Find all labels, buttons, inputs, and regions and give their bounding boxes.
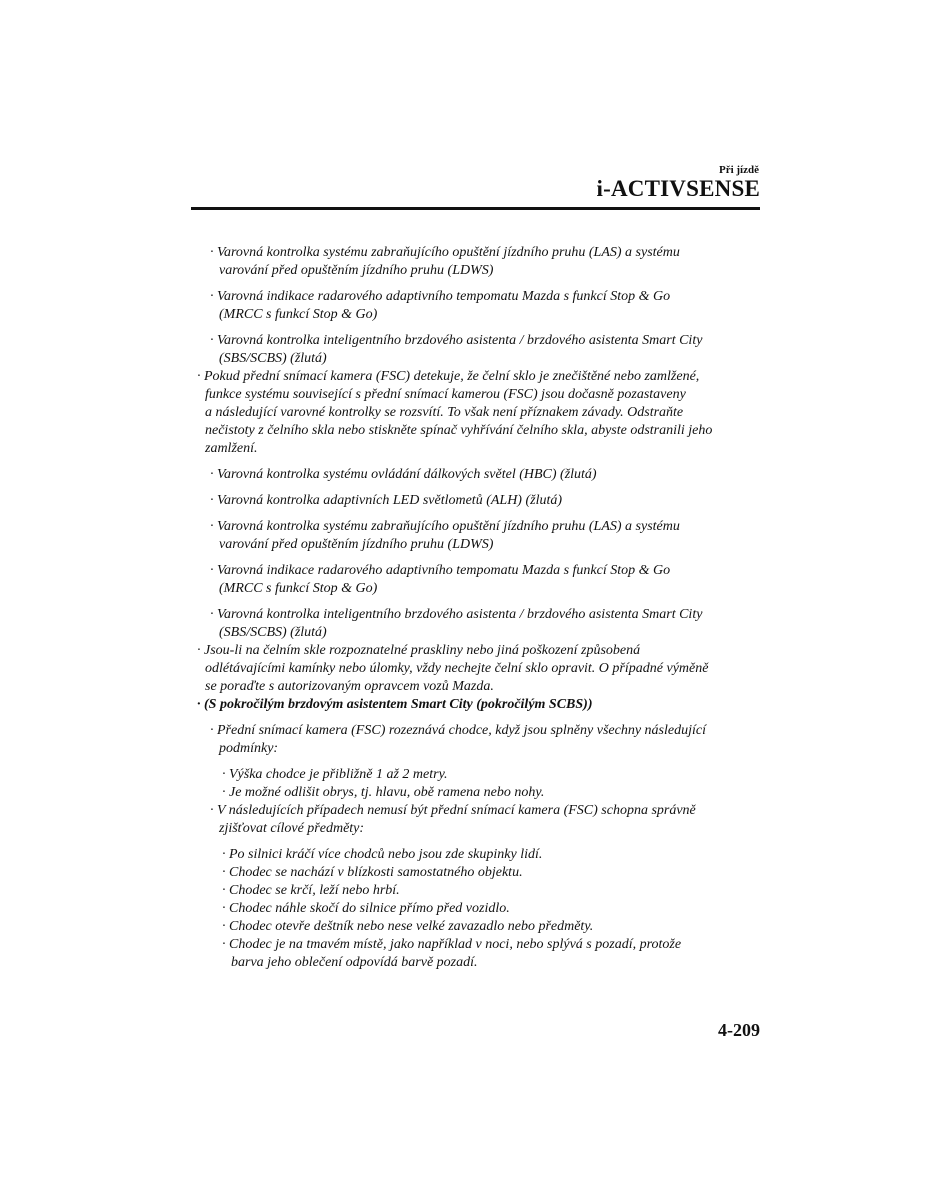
text-line: nečistoty z čelního skla nebo stiskněte spínač vyhřívání čelního skla, abyste odstranili jeho <box>205 423 713 438</box>
sub-bullet-item: · Je možné odlišit obrys, tj. hlavu, obě ramena nebo nohy. <box>222 785 545 800</box>
sub-bullet-item: · Chodec otevře deštník nebo nese velké zavazadlo nebo předměty. <box>222 919 594 934</box>
section-title: Při jízdě <box>718 164 759 176</box>
text-line: varování před opuštěním jízdního pruhu (LDWS) <box>219 537 494 552</box>
bullet-item: · (S pokročilým brzdovým asistentem Smart City (pokročilým SCBS)) <box>197 697 593 712</box>
sub-bullet-item: · Chodec se nachází v blízkosti samostatného objektu. <box>222 865 523 880</box>
text-line: podmínky: <box>219 741 279 756</box>
chapter-title: i-ACTIVSENSE <box>596 176 760 201</box>
header-divider <box>191 207 760 210</box>
text-line: (SBS/SCBS) (žlutá) <box>219 351 327 366</box>
text-line: (MRCC s funkcí Stop & Go) <box>219 581 378 596</box>
sub-bullet-item: · Varovná kontrolka inteligentního brzdového asistenta / brzdového asistenta Smart City <box>210 607 703 622</box>
page-number: 4-209 <box>718 1020 760 1040</box>
text-line: (SBS/SCBS) (žlutá) <box>219 625 327 640</box>
text-line: zjišťovat cílové předměty: <box>219 821 365 836</box>
sub-bullet-item: · Chodec je na tmavém místě, jako například v noci, nebo splývá s pozadí, protože <box>222 937 682 952</box>
sub-bullet-item: · Varovná kontrolka systému ovládání dálkových světel (HBC) (žlutá) <box>210 467 597 482</box>
sub-bullet-item: · Přední snímací kamera (FSC) rozeznává chodce, když jsou splněny všechny následující <box>210 723 706 738</box>
text-line: (MRCC s funkcí Stop & Go) <box>219 307 378 322</box>
bullet-item: · Jsou-li na čelním skle rozpoznatelné praskliny nebo jiná poškození způsobená <box>197 643 641 658</box>
sub-bullet-item: · Varovná indikace radarového adaptivního tempomatu Mazda s funkcí Stop & Go <box>210 289 671 304</box>
sub-bullet-item: · Výška chodce je přibližně 1 až 2 metry. <box>222 767 448 782</box>
sub-bullet-item: · Chodec náhle skočí do silnice přímo před vozidlo. <box>222 901 510 916</box>
sub-bullet-item: · Chodec se krčí, leží nebo hrbí. <box>222 883 400 898</box>
text-line: se poraďte s autorizovaným opravcem vozů Mazda. <box>205 679 494 694</box>
sub-bullet-item: · Po silnici kráčí více chodců nebo jsou zde skupinky lidí. <box>222 847 543 862</box>
text-line: a následující varovné kontrolky se rozsvítí. To však není příznakem závady. Odstraňte <box>205 405 684 420</box>
sub-bullet-item: · V následujících případech nemusí být přední snímací kamera (FSC) schopna správně <box>210 803 696 818</box>
sub-bullet-item: · Varovná kontrolka systému zabraňujícího opuštění jízdního pruhu (LAS) a systému <box>210 245 680 260</box>
sub-bullet-item: · Varovná kontrolka systému zabraňujícího opuštění jízdního pruhu (LAS) a systému <box>210 519 680 534</box>
sub-bullet-item: · Varovná kontrolka inteligentního brzdového asistenta / brzdového asistenta Smart City <box>210 333 703 348</box>
text-line: funkce systému související s přední snímací kamerou (FSC) jsou dočasně pozastaveny <box>205 387 686 402</box>
sub-bullet-item: · Varovná indikace radarového adaptivního tempomatu Mazda s funkcí Stop & Go <box>210 563 671 578</box>
text-line: zamlžení. <box>205 441 258 456</box>
text-line: odlétávajícími kamínky nebo úlomky, vždy nechejte čelní sklo opravit. O případné výměně <box>205 661 709 676</box>
text-line: varování před opuštěním jízdního pruhu (LDWS) <box>219 263 494 278</box>
text-line: barva jeho oblečení odpovídá barvě pozadí. <box>231 955 478 970</box>
sub-bullet-item: · Varovná kontrolka adaptivních LED světlometů (ALH) (žlutá) <box>210 493 563 508</box>
bullet-item: · Pokud přední snímací kamera (FSC) detekuje, že čelní sklo je znečištěné nebo zamlžené, <box>197 369 700 384</box>
